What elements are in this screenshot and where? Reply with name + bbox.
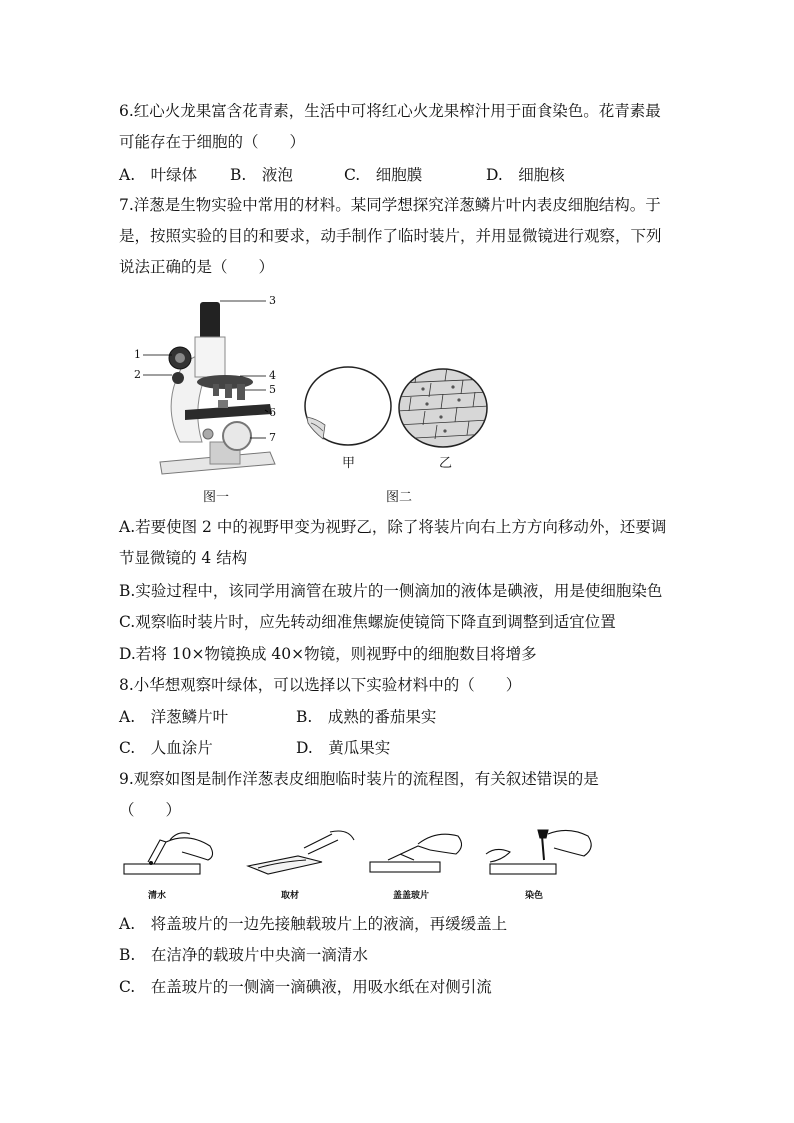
figure-2-caption: 图二	[386, 490, 413, 505]
flow-step-cover: 盖盖玻片	[393, 891, 430, 901]
callout-7: 7	[269, 431, 276, 444]
q7-stem-line2: 是，按照实验的目的和要求，动手制作了临时装片，并用显微镜进行观察，下列	[119, 227, 662, 245]
microscope-view-yi	[397, 367, 489, 449]
q8-stem: 8.小华想观察叶绿体，可以选择以下实验材料中的（ ）	[119, 676, 522, 694]
q9-stem-line2: （ ）	[119, 801, 182, 819]
callout-2: 2	[134, 368, 141, 381]
q7-stem-line1: 7.洋葱是生物实验中常用的材料。某同学想探究洋葱鳞片叶内表皮细胞结构。于	[119, 196, 661, 214]
q7-option-c: C.观察临时装片时，应先转动细准焦螺旋使镜筒下降直到调整到适宜位置	[119, 613, 616, 631]
q9-stem-line1: 9.观察如图是制作洋葱表皮细胞临时装片的流程图，有关叙述错误的是	[119, 770, 599, 788]
microscope-figure	[140, 292, 290, 482]
q9-option-a: A. 将盖玻片的一边先接触载玻片上的液滴，再缓缓盖上	[119, 915, 508, 933]
slide-preparation-flow	[118, 826, 608, 890]
q7-option-b: B.实验过程中，该同学用滴管在玻片的一侧滴加的液体是碘液，用是使细胞染色	[119, 582, 663, 600]
q8-option-a: A. 洋葱鳞片叶	[119, 708, 229, 726]
callout-1: 1	[134, 348, 141, 361]
q7-option-d: D.若将 10×物镜换成 40×物镜，则视野中的细胞数目将增多	[119, 645, 537, 663]
callout-6: 6	[269, 406, 276, 419]
q6-option-c: C. 细胞膜	[344, 166, 423, 184]
q7-option-a-line2: 节显微镜的 4 结构	[119, 549, 248, 567]
q6-option-d: D. 细胞核	[486, 166, 565, 184]
q8-option-d: D. 黄瓜果实	[296, 739, 391, 757]
q6-stem-line1: 6.红心火龙果富含花青素，生活中可将红心火龙果榨汁用于面食染色。花青素最	[119, 102, 661, 120]
q9-option-b: B. 在洁净的载玻片中央滴一滴清水	[119, 946, 368, 964]
q6-stem-line2: 可能存在于细胞的（ ）	[119, 133, 306, 151]
view-jia-label: 甲	[342, 456, 356, 471]
q6-option-a: A. 叶绿体	[119, 166, 198, 184]
flow-step-water: 清水	[148, 891, 167, 901]
q6-option-b: B. 液泡	[230, 166, 293, 184]
q7-option-a-line1: A.若要使图 2 中的视野甲变为视野乙，除了将装片向右上方方向移动外，还要调	[119, 518, 667, 536]
callout-4: 4	[269, 369, 276, 382]
view-yi-label: 乙	[439, 456, 453, 471]
figure-1-caption: 图一	[203, 490, 230, 505]
flow-step-stain: 染色	[525, 891, 544, 901]
q8-option-b: B. 成熟的番茄果实	[296, 708, 437, 726]
callout-5: 5	[269, 383, 276, 396]
flow-step-take: 取材	[281, 891, 300, 901]
callout-3: 3	[269, 294, 276, 307]
q7-stem-line3: 说法正确的是（ ）	[119, 258, 275, 276]
q9-option-c: C. 在盖玻片的一侧滴一滴碘液，用吸水纸在对侧引流	[119, 978, 492, 996]
microscope-view-jia	[303, 365, 393, 447]
q8-option-c: C. 人血涂片	[119, 739, 213, 757]
